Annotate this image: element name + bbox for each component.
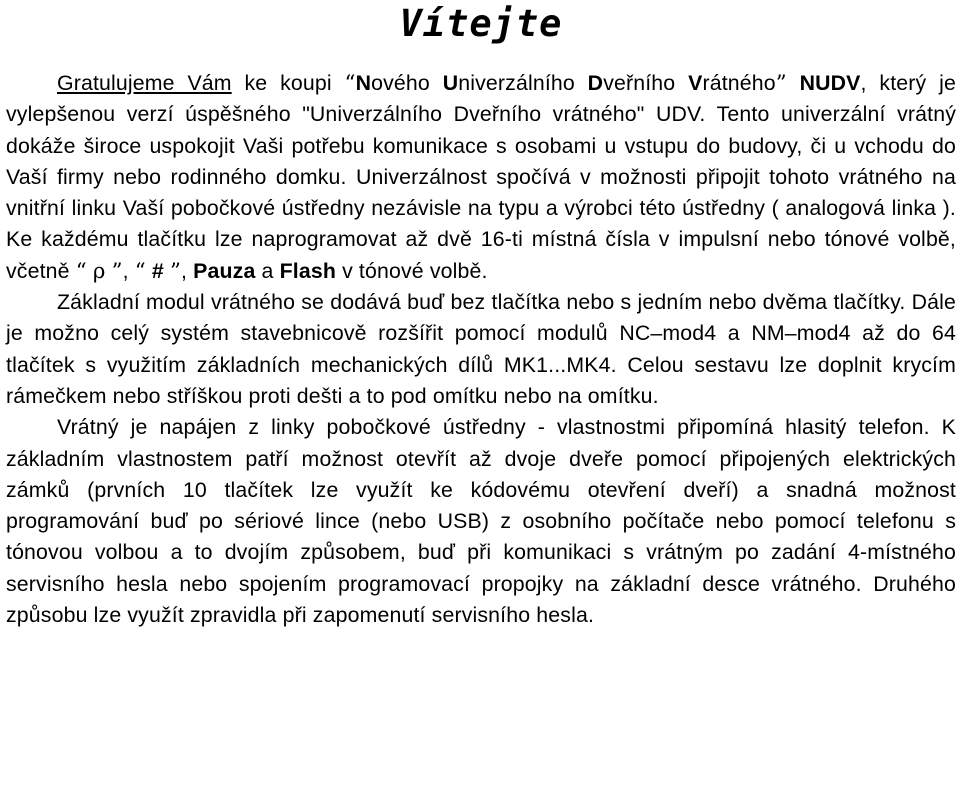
rho-symbol: ρ (92, 258, 106, 284)
quote-open: “ (344, 71, 356, 96)
modules-paragraph: Základní modul vrátného se dodává buď bez tlačítka nebo s jedním nebo dvěma tlačítky. Dále je možno celý systém stavebnicově rozšířit pomocí modulů NC–mod4 a NM–mod4 až do 64 tlačítek s využitím základních mechanických dílů MK1...MK4. Celou sestavu lze doplnit krycím rámečkem nebo stříškou proti dešti a to pod omítku nebo na omítku. (6, 290, 956, 408)
initial-u: U (442, 71, 459, 95)
page-title: Vítejte (399, 2, 563, 45)
congratulations-text: Gratulujeme Vám (57, 71, 232, 95)
hash-symbol: # (151, 258, 164, 283)
flash-keyword: Flash (279, 258, 336, 283)
word-univerzalniho: niverzálního (458, 71, 588, 95)
quote-close: ” (169, 258, 182, 284)
quote-open: “ (75, 258, 87, 284)
initial-d: D (587, 71, 604, 95)
quote-close: ” (775, 71, 787, 96)
word-vratneho: rátného (702, 71, 776, 95)
text-segment: ke koupi (231, 71, 345, 95)
separator: , (181, 258, 194, 283)
word-dverniho: veřního (603, 71, 689, 95)
quote-close: ” (111, 258, 123, 284)
word-noveho: ového (371, 71, 443, 95)
quote-open: “ (134, 258, 146, 284)
document-page (6, 0, 956, 631)
conjunction: a (255, 258, 280, 283)
intro-paragraph (6, 68, 956, 287)
text-segment: , který je vylepšenou verzí úspěšného "Univerzálního Dveřního vrátného" UDV. Tento univerzální vrátný dokáže široce uspokojit Vaši potřebu komunikace s osobami u vstupu do budovy, či u vchodu do Vaší firmy nebo rodinného domku. Univerzálnost spočívá v možnosti připojit tohoto vrátného na vnitřní linku Vaší pobočkové ústředny nezávisle na typu a výrobci této ústředny ( analogová linka ). Ke každému tlačítku lze naprogramovat až dvě 16-ti místná čísla v impulsní nebo tónové volbě, včetně (6, 71, 956, 283)
initial-v: V (688, 71, 703, 95)
pauza-keyword: Pauza (193, 258, 256, 283)
product-acronym: NUDV (799, 71, 861, 95)
initial-n: N (355, 71, 372, 95)
text-segment: v tónové volbě. (336, 258, 488, 283)
features-paragraph: Vrátný je napájen z linky pobočkové ústředny - vlastnostmi připomíná hlasitý telefon. K základním vlastnostem patří možnost otevřít až dvoje dveře pomocí připojených elektrických zámků (prvních 10 tlačítek lze využít ke kódovému otevření dveří) a snadná možnost programování buď po sériové lince (nebo USB) z osobního počítače nebo pomocí telefonu s tónovou volbou a to dvojím způsobem, buď při komunikaci s vrátným po zadání 4-místného servisního hesla nebo spojením programovací propojky na základní desce vrátného. Druhého způsobu lze využít zpravidla při zapomenutí servisního hesla. (6, 415, 956, 628)
separator: , (122, 258, 135, 283)
